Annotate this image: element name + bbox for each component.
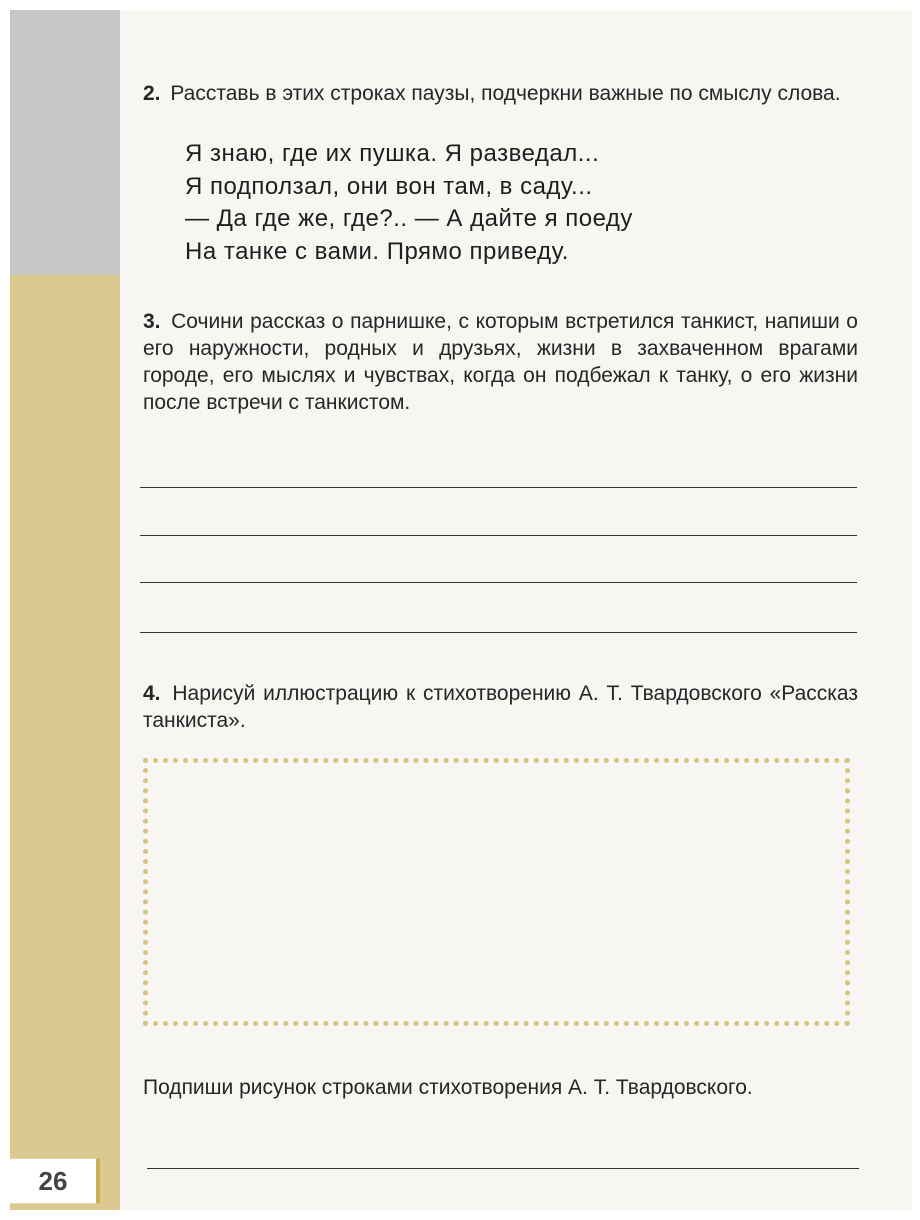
answer-line-1[interactable] [140,487,857,488]
poem-line-1: Я знаю, где их пушка. Я разведал... [185,140,600,167]
task-4-number: 4. [143,682,161,705]
caption-instruction: Подпиши рисунок строками стихотворения А. Т. Твардовского. [143,1076,753,1099]
page-number: 26 [10,1158,100,1204]
poem-line-3: — Да где же, где?.. — А дайте я поеду [185,205,633,232]
margin-strip-gray [10,10,120,275]
task-3-text: Сочини рассказ о парнишке, с которым встретился танкист, напиши о его наружности, родных и друзьях, жизни в захваченном врагами городе, его мыслях и чувствах, когда он подбежал к танку, о его жизни после встречи с танкистом. [143,310,858,414]
poem-line-2: Я подползал, они вон там, в саду... [185,172,593,200]
answer-line-2[interactable] [140,535,857,536]
poem-excerpt [185,138,865,268]
poem-line-4: На танке с вами. Прямо приведу. [185,237,569,265]
task-2-text: Расставь в этих строках паузы, подчеркни важные по смыслу слова. [170,82,841,105]
task-2-number: 2. [143,82,161,105]
answer-line-3[interactable] [140,582,857,583]
task-4-instruction [143,680,858,734]
margin-strip-gold [10,275,120,1210]
answer-line-4[interactable] [140,632,857,633]
drawing-area-frame[interactable] [143,758,850,1026]
task-3-number: 3. [143,310,161,333]
caption-answer-line[interactable] [147,1168,859,1169]
task-3-instruction [143,308,858,416]
task-2-instruction [143,80,858,107]
task-4-text: Нарисуй иллюстрацию к стихотворению А. Т. Твардовского «Рассказ танкиста». [143,682,858,732]
